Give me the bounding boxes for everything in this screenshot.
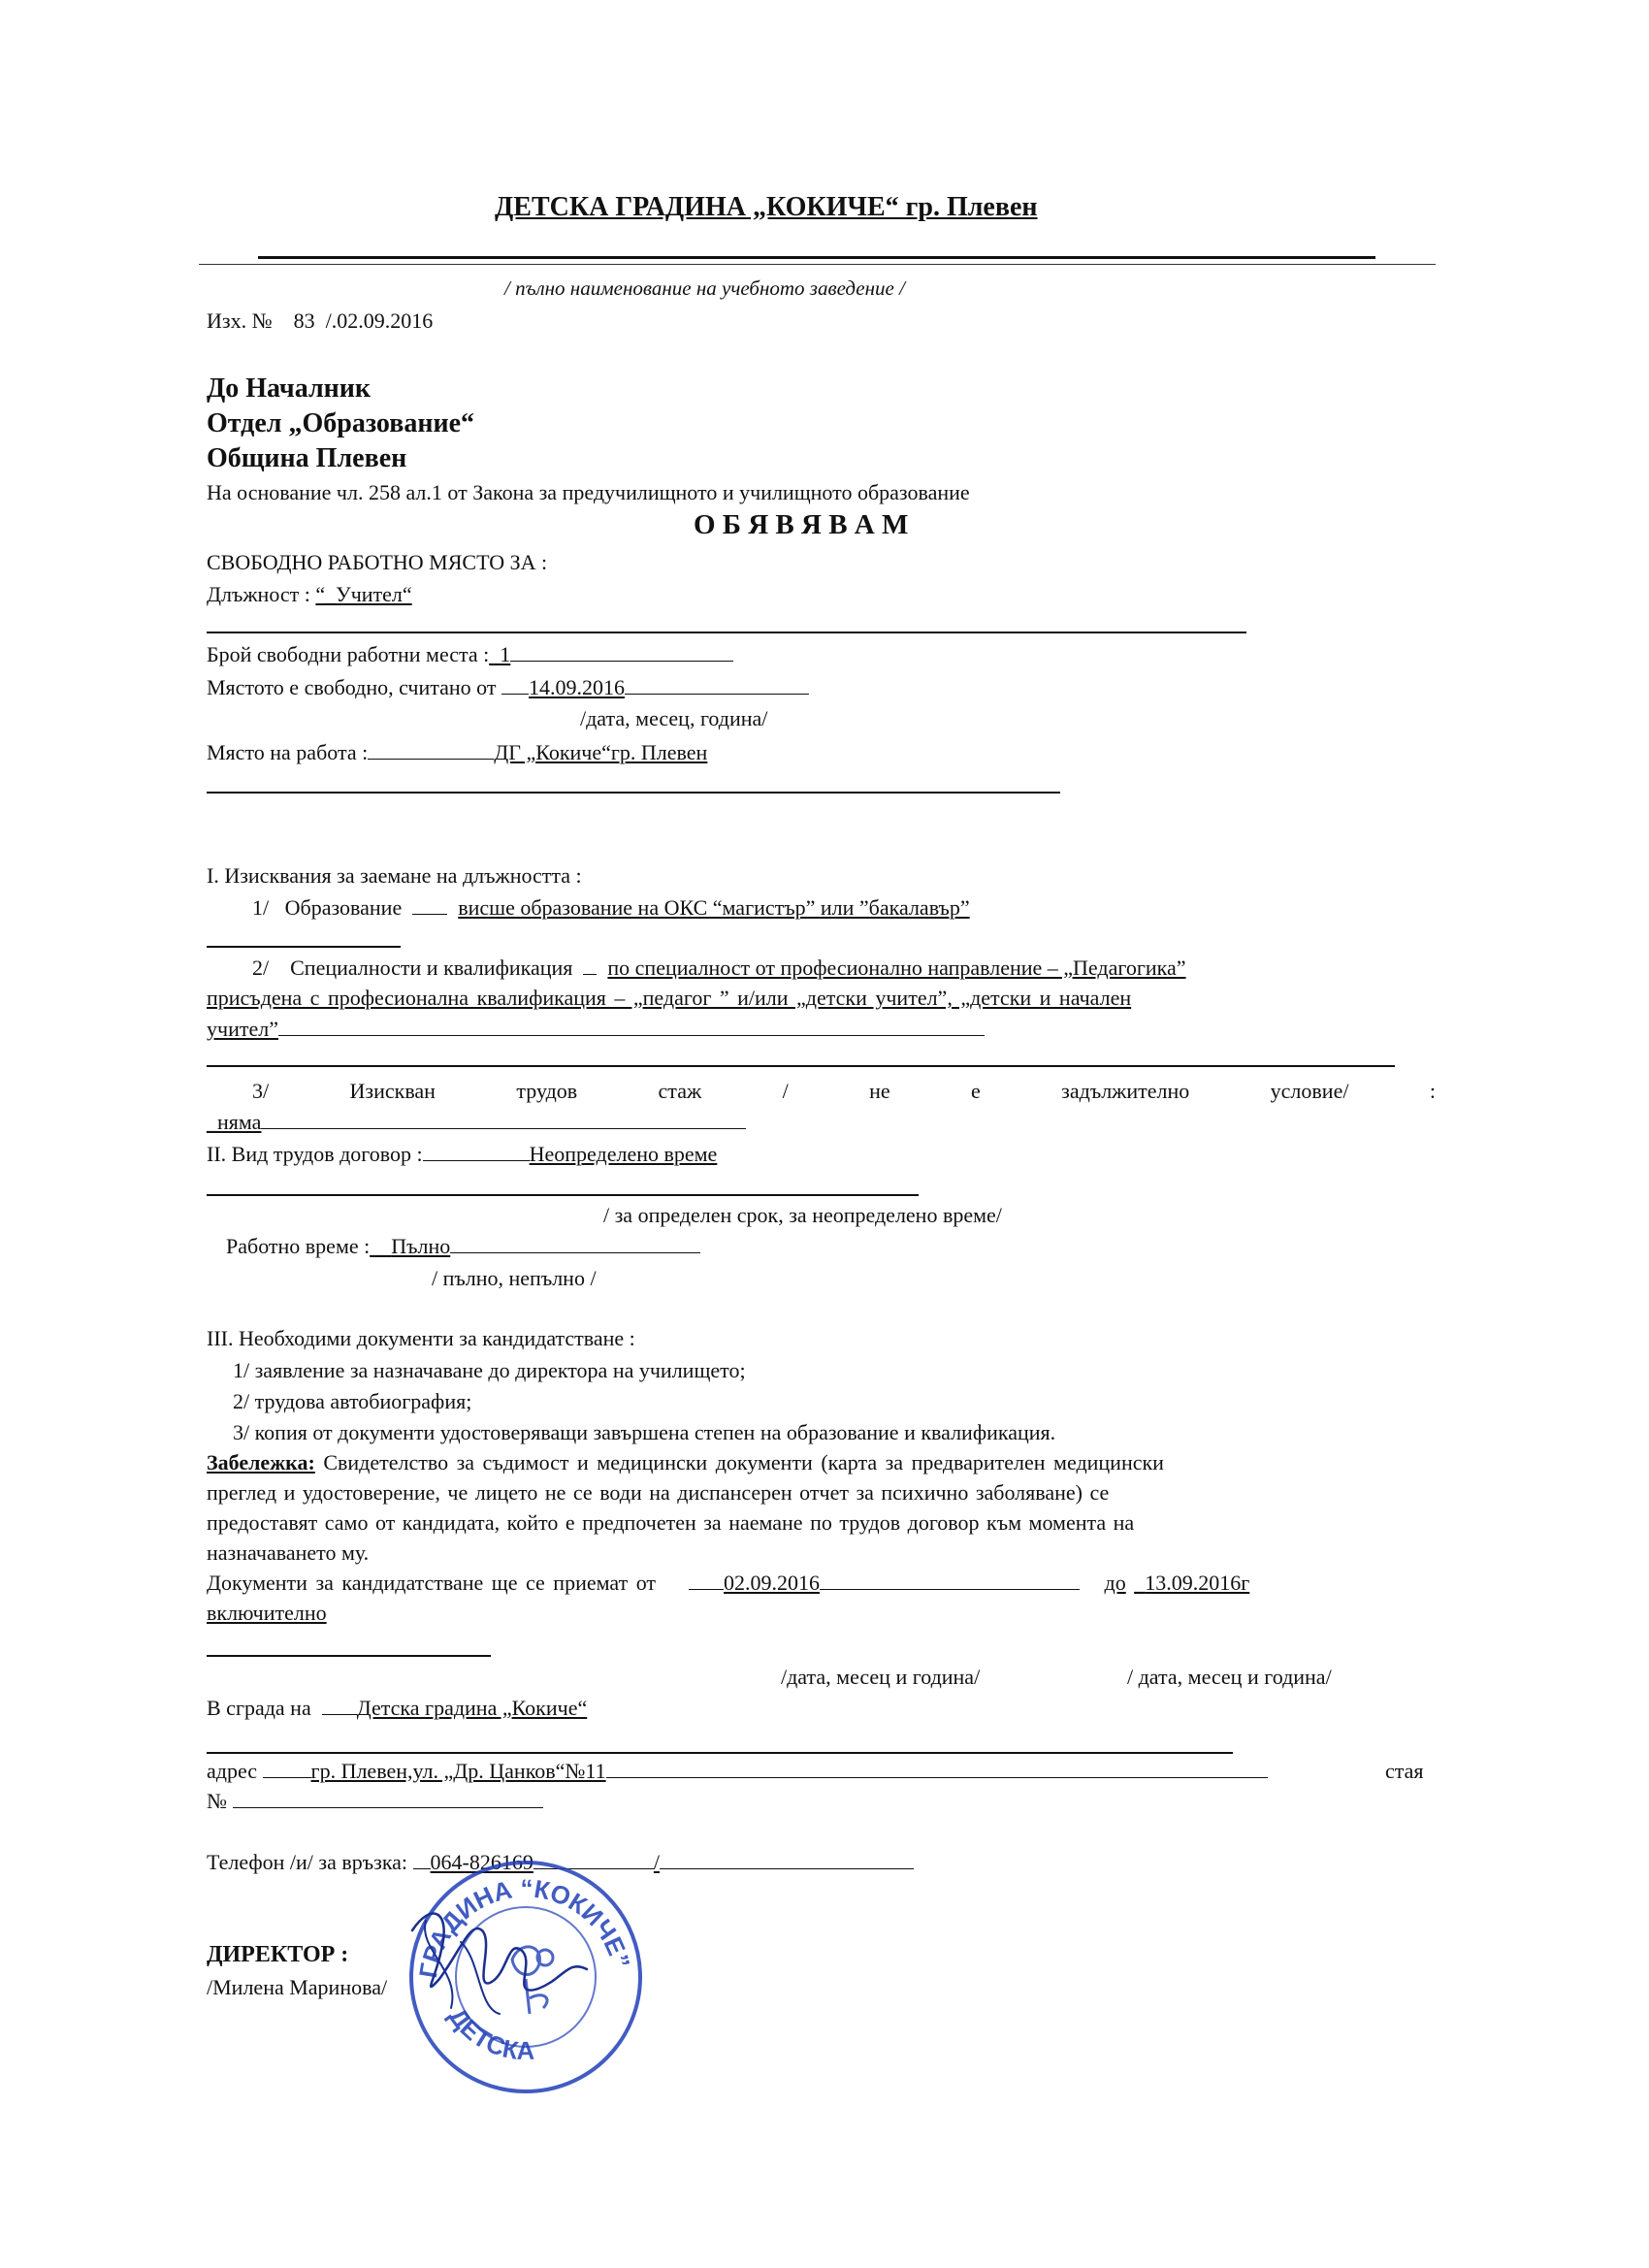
phone-value: 064-826169 xyxy=(430,1850,534,1874)
count-value: _1 xyxy=(489,642,511,666)
exp-word-6: е xyxy=(971,1079,981,1103)
contract-rule xyxy=(207,1194,919,1196)
building-value: Детска градина „Кокиче“ xyxy=(356,1696,588,1720)
note-line-4: назначаването му. xyxy=(207,1540,370,1565)
exp-word-7: задължително xyxy=(1061,1079,1190,1103)
accept-rule xyxy=(207,1655,491,1657)
exp-word-1: Изискван xyxy=(349,1079,436,1103)
specialty-line-2: присъдена с професионална квалификация – „педагог ” и/или „детски учител”, „детски и начален xyxy=(207,986,1132,1010)
work-time-caption: / пълно, непълно / xyxy=(432,1266,597,1290)
work-time-fill xyxy=(450,1235,700,1253)
building-rule xyxy=(207,1752,1233,1754)
institution-caption: / пълно наименование на учебното заведение / xyxy=(504,276,905,300)
director-signature xyxy=(393,1892,616,2047)
exp-word-5: не xyxy=(869,1079,890,1103)
director-name: /Милена Маринова/ xyxy=(207,1975,388,1999)
note-line-2: преглед и удостоверение, че лицето не се води на диспансерен отчет за психично заболяване) се xyxy=(207,1480,1110,1505)
announce-heading: О Б Я В Я В А М xyxy=(694,509,909,540)
count-fill xyxy=(510,643,733,662)
workplace-fill xyxy=(368,741,494,760)
free-from-label: Мястото е свободно, считано от xyxy=(207,675,497,699)
accept-to: _13.09.2016г xyxy=(1134,1571,1250,1595)
work-time-value: __Пълно xyxy=(370,1234,451,1258)
phone-fill-c xyxy=(660,1851,914,1869)
workplace-value: ДГ „Кокиче“гр. Плевен xyxy=(494,740,708,764)
contract-fill xyxy=(423,1143,530,1161)
position-label: Длъжност : xyxy=(207,582,310,606)
stamp-text-top-path: ГРАДИНА “КОКИЧЕ” xyxy=(413,1873,636,1981)
signature-stroke xyxy=(412,1914,587,1991)
address-value: гр. Плевен,ул. „Др. Цанков“№11 xyxy=(310,1759,606,1783)
building-fill xyxy=(322,1697,357,1715)
spec-num: 2/ xyxy=(252,956,270,980)
institution-name: ДЕТСКА ГРАДИНА „КОКИЧЕ“ гр. Плевен xyxy=(495,192,1038,222)
ref-no-label: Изх. № xyxy=(207,308,273,333)
experience-line xyxy=(252,1079,1436,1104)
phone-label: Телефон /и/ за връзка: xyxy=(207,1850,408,1874)
accept-date-caption-1: /дата, месец и година/ xyxy=(781,1665,981,1689)
date-caption: /дата, месец, година/ xyxy=(580,706,768,730)
work-time-label: Работно време : xyxy=(226,1234,371,1258)
exp-word-0: 3/ xyxy=(252,1079,270,1103)
accept-label: Документи за кандидатстване ще се приемат от xyxy=(207,1571,657,1595)
accept-inclusive: включително xyxy=(207,1601,327,1625)
legal-basis: На основание чл. 258 ал.1 от Закона за предучилищното и училищното образование xyxy=(207,480,970,504)
education-rule xyxy=(207,946,401,948)
address-label: адрес xyxy=(207,1759,258,1783)
exp-word-2: трудов xyxy=(516,1079,578,1103)
note-line-1 xyxy=(207,1450,1164,1475)
spec-label: Специалности и квалификация xyxy=(290,956,573,980)
header-rule-thick xyxy=(258,256,1375,259)
note-line-3: предоставят само от кандидата, който е предпочетен за наемане по трудов договор към момента на xyxy=(207,1510,1135,1535)
ref-date: /.02.09.2016 xyxy=(325,308,434,333)
stamp-text-bottom-path: ДЕТСКА xyxy=(442,2001,535,2065)
addressee-line-3: Община Плевен xyxy=(207,443,407,473)
building-label: В сграда на xyxy=(207,1696,311,1720)
count-line xyxy=(207,642,733,667)
position-rule xyxy=(207,632,1246,633)
building-line xyxy=(207,1696,587,1721)
addressee-line-2: Отдел „Образование“ xyxy=(207,408,475,438)
free-from-fill-b xyxy=(625,676,809,695)
exp-word-3: стаж xyxy=(658,1079,702,1103)
workplace-label: Място на работа : xyxy=(207,740,369,764)
room-fill xyxy=(233,1790,543,1808)
note-text-1: Свидетелство за съдимост и медицински документи (карта за предварителен медицински xyxy=(323,1450,1164,1474)
exp-word-4: / xyxy=(782,1079,789,1103)
address-line xyxy=(207,1759,1268,1784)
spec-value-3: учител” xyxy=(207,1017,278,1041)
experience-value-line xyxy=(207,1110,746,1135)
spec-value-1: по специалност от професионално направление – „Педагогика” xyxy=(607,956,1186,980)
address-fill-a xyxy=(263,1760,311,1778)
exp-word-8: условие/ xyxy=(1270,1079,1349,1103)
spec-fill xyxy=(583,956,597,975)
phone-sep: / xyxy=(653,1850,660,1874)
position-line xyxy=(207,582,412,607)
workplace-line xyxy=(207,740,707,765)
accept-from: 02.09.2016 xyxy=(724,1571,821,1595)
note-label: Забележка: xyxy=(207,1450,315,1474)
specialty-line-1 xyxy=(252,956,1186,981)
document-item-1: 1/ заявление за назначаване до директора на училището; xyxy=(233,1358,746,1382)
requirements-heading: I. Изисквания за заемане на длъжността : xyxy=(207,863,582,888)
accept-fill-a xyxy=(689,1571,724,1590)
contract-line xyxy=(207,1142,717,1167)
education-line xyxy=(252,895,970,921)
edu-value: висше образование на ОКС “магистър” или ”бакалавър” xyxy=(458,895,970,920)
document-item-2: 2/ трудова автобиография; xyxy=(233,1389,472,1413)
ref-no-value: 83 xyxy=(293,308,315,333)
director-title: ДИРЕКТОР : xyxy=(207,1942,349,1967)
room-label: стая xyxy=(1385,1759,1424,1783)
contract-value: Неопределено време xyxy=(529,1142,718,1166)
contract-caption: / за определен срок, за неопределено време/ xyxy=(603,1203,1002,1227)
free-from-fill-a xyxy=(501,676,529,695)
edu-fill xyxy=(412,896,447,915)
accept-to-label: до xyxy=(1104,1571,1126,1595)
outgoing-number xyxy=(207,308,433,334)
position-value: “_Учител“ xyxy=(315,582,412,606)
accept-fill-b xyxy=(820,1571,1080,1590)
free-from-line xyxy=(207,675,809,700)
contract-label: II. Вид трудов договор : xyxy=(207,1142,423,1166)
specialty-line-3 xyxy=(207,1017,985,1042)
edu-num: 1/ xyxy=(252,895,270,920)
header-rule-thin xyxy=(199,264,1436,265)
work-time-line xyxy=(226,1234,700,1259)
addressee-line-1: До Началник xyxy=(207,373,372,404)
free-from-value: 14.09.2016 xyxy=(529,675,626,699)
room-line xyxy=(207,1789,543,1814)
accept-line xyxy=(207,1571,1249,1596)
address-fill-b xyxy=(606,1760,1268,1778)
spec-fill-2 xyxy=(278,1018,985,1036)
accept-date-caption-2: / дата, месец и година/ xyxy=(1127,1665,1332,1689)
workplace-rule xyxy=(207,792,1060,794)
exp-value: _няма xyxy=(207,1110,262,1134)
exp-word-9: : xyxy=(1429,1079,1436,1103)
specialty-rule xyxy=(207,1065,1395,1067)
room-no-label: № xyxy=(207,1789,227,1813)
vacancy-title: СВОБОДНО РАБОТНО МЯСТО ЗА : xyxy=(207,550,548,574)
documents-heading: III. Необходими документи за кандидатстване : xyxy=(207,1326,635,1350)
document-item-3: 3/ копия от документи удостоверяващи завършена степен на образование и квалификация. xyxy=(233,1420,1056,1444)
count-label: Брой свободни работни места : xyxy=(207,642,490,666)
exp-fill xyxy=(261,1111,746,1129)
edu-label: Образование xyxy=(284,895,403,920)
